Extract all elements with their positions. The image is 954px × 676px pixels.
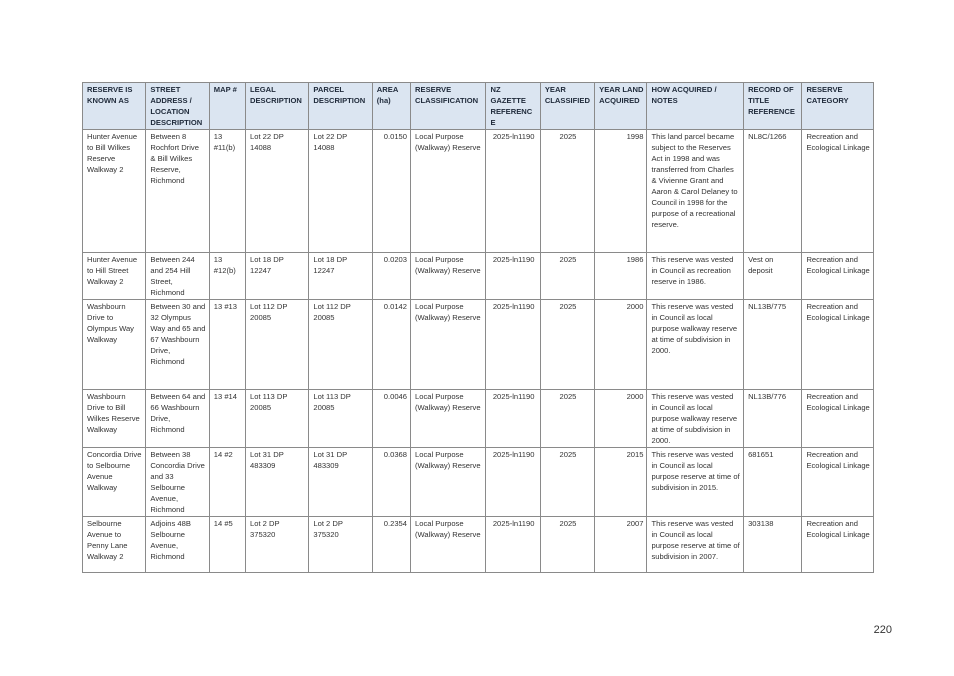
header-reserve-name: RESERVE IS KNOWN AS	[83, 83, 146, 130]
cell-reserve-name: Hunter Avenue to Hill Street Walkway 2	[83, 253, 146, 300]
table-header-row	[83, 83, 874, 130]
table-row	[83, 253, 874, 300]
cell-title-reference: NL13B/775	[744, 300, 802, 390]
cell-map: 13 #13	[209, 300, 245, 390]
cell-street-address: Between 38 Concordia Drive and 33 Selbourne Avenue, Richmond	[146, 448, 209, 517]
table-row	[83, 448, 874, 517]
cell-street-address: Between 8 Rochfort Drive & Bill Wilkes Reserve, Richmond	[146, 130, 209, 253]
header-reserve-classification: RESERVE CLASSIFICATION	[411, 83, 486, 130]
cell-street-address: Between 30 and 32 Olympus Way and 65 and 67 Washbourn Drive, Richmond	[146, 300, 209, 390]
cell-reserve-name: Washbourn Drive to Bill Wilkes Reserve Walkway	[83, 390, 146, 448]
cell-street-address: Between 64 and 66 Washbourn Drive, Richmond	[146, 390, 209, 448]
header-street-address: STREET ADDRESS / LOCATION DESCRIPTION	[146, 83, 209, 130]
cell-legal-description: Lot 22 DP 14088	[246, 130, 309, 253]
cell-classification: Local Purpose (Walkway) Reserve	[411, 253, 486, 300]
cell-area: 0.0046	[372, 390, 410, 448]
cell-map: 13 #14	[209, 390, 245, 448]
header-gazette-reference: NZ GAZETTE REFERENCE	[486, 83, 540, 130]
cell-reserve-category: Recreation and Ecological Linkage	[802, 517, 874, 573]
table-row	[83, 130, 874, 253]
cell-parcel-description: Lot 113 DP 20085	[309, 390, 372, 448]
cell-map: 13 #12(b)	[209, 253, 245, 300]
cell-map: 13 #11(b)	[209, 130, 245, 253]
header-reserve-category: RESERVE CATEGORY	[802, 83, 874, 130]
cell-year-acquired: 2000	[595, 300, 647, 390]
cell-title-reference: Vest on deposit	[744, 253, 802, 300]
cell-reserve-category: Recreation and Ecological Linkage	[802, 390, 874, 448]
cell-title-reference: 303138	[744, 517, 802, 573]
cell-year-classified: 2025	[540, 253, 594, 300]
cell-reserve-name: Concordia Drive to Selbourne Avenue Walkway	[83, 448, 146, 517]
cell-year-acquired: 2015	[595, 448, 647, 517]
cell-legal-description: Lot 31 DP 483309	[246, 448, 309, 517]
cell-gazette-reference: 2025-ln1190	[486, 253, 540, 300]
table-row	[83, 517, 874, 573]
cell-classification: Local Purpose (Walkway) Reserve	[411, 517, 486, 573]
cell-legal-description: Lot 18 DP 12247	[246, 253, 309, 300]
cell-parcel-description: Lot 31 DP 483309	[309, 448, 372, 517]
header-map: MAP #	[209, 83, 245, 130]
cell-gazette-reference: 2025-ln1190	[486, 390, 540, 448]
cell-map: 14 #5	[209, 517, 245, 573]
cell-title-reference: NL8C/1266	[744, 130, 802, 253]
header-how-acquired: HOW ACQUIRED / NOTES	[647, 83, 744, 130]
cell-street-address: Adjoins 48B Selbourne Avenue, Richmond	[146, 517, 209, 573]
cell-reserve-name: Hunter Avenue to Bill Wilkes Reserve Walkway 2	[83, 130, 146, 253]
cell-reserve-category: Recreation and Ecological Linkage	[802, 253, 874, 300]
cell-gazette-reference: 2025-ln1190	[486, 517, 540, 573]
cell-area: 0.0203	[372, 253, 410, 300]
cell-year-acquired: 1986	[595, 253, 647, 300]
cell-parcel-description: Lot 18 DP 12247	[309, 253, 372, 300]
cell-classification: Local Purpose (Walkway) Reserve	[411, 390, 486, 448]
cell-reserve-category: Recreation and Ecological Linkage	[802, 300, 874, 390]
cell-title-reference: 681651	[744, 448, 802, 517]
cell-area: 0.0150	[372, 130, 410, 253]
cell-legal-description: Lot 112 DP 20085	[246, 300, 309, 390]
cell-gazette-reference: 2025-ln1190	[486, 448, 540, 517]
cell-area: 0.0368	[372, 448, 410, 517]
cell-street-address: Between 244 and 254 Hill Street, Richmond	[146, 253, 209, 300]
cell-legal-description: Lot 113 DP 20085	[246, 390, 309, 448]
cell-classification: Local Purpose (Walkway) Reserve	[411, 130, 486, 253]
header-title-reference: RECORD OF TITLE REFERENCE	[744, 83, 802, 130]
cell-year-classified: 2025	[540, 448, 594, 517]
header-year-acquired: YEAR LAND ACQUIRED	[595, 83, 647, 130]
cell-title-reference: NL13B/776	[744, 390, 802, 448]
cell-year-acquired: 1998	[595, 130, 647, 253]
cell-notes: This reserve was vested in Council as local purpose walkway reserve at time of subdivision in 2000.	[647, 390, 744, 448]
header-area: AREA (ha)	[372, 83, 410, 130]
cell-year-acquired: 2000	[595, 390, 647, 448]
header-year-classified: YEAR CLASSIFIED	[540, 83, 594, 130]
cell-reserve-name: Selbourne Avenue to Penny Lane Walkway 2	[83, 517, 146, 573]
cell-gazette-reference: 2025-ln1190	[486, 130, 540, 253]
cell-notes: This reserve was vested in Council as local purpose walkway reserve at time of subdivision in 2000.	[647, 300, 744, 390]
cell-map: 14 #2	[209, 448, 245, 517]
cell-notes: This reserve was vested in Council as local purpose reserve at time of subdivision in 2007.	[647, 517, 744, 573]
reserves-table	[82, 82, 874, 573]
cell-parcel-description: Lot 22 DP 14088	[309, 130, 372, 253]
cell-year-classified: 2025	[540, 517, 594, 573]
cell-classification: Local Purpose (Walkway) Reserve	[411, 448, 486, 517]
cell-gazette-reference: 2025-ln1190	[486, 300, 540, 390]
cell-notes: This land parcel became subject to the Reserves Act in 1998 and was transferred from Charles & Vivienne Grant and Aaron & Carol Delaney to Council in 1998 for the purpose of a recreational reserve.	[647, 130, 744, 253]
cell-area: 0.0142	[372, 300, 410, 390]
cell-reserve-name: Washbourn Drive to Olympus Way Walkway	[83, 300, 146, 390]
cell-legal-description: Lot 2 DP 375320	[246, 517, 309, 573]
cell-notes: This reserve was vested in Council as local purpose reserve at time of subdivision in 2015.	[647, 448, 744, 517]
cell-year-classified: 2025	[540, 390, 594, 448]
cell-parcel-description: Lot 112 DP 20085	[309, 300, 372, 390]
header-legal-description: LEGAL DESCRIPTION	[246, 83, 309, 130]
cell-area: 0.2354	[372, 517, 410, 573]
cell-reserve-category: Recreation and Ecological Linkage	[802, 130, 874, 253]
cell-year-acquired: 2007	[595, 517, 647, 573]
cell-parcel-description: Lot 2 DP 375320	[309, 517, 372, 573]
cell-classification: Local Purpose (Walkway) Reserve	[411, 300, 486, 390]
cell-reserve-category: Recreation and Ecological Linkage	[802, 448, 874, 517]
table-row	[83, 390, 874, 448]
cell-notes: This reserve was vested in Council as recreation reserve in 1986.	[647, 253, 744, 300]
header-parcel-description: PARCEL DESCRIPTION	[309, 83, 372, 130]
page-number: 220	[873, 624, 892, 636]
cell-year-classified: 2025	[540, 300, 594, 390]
cell-year-classified: 2025	[540, 130, 594, 253]
table-row	[83, 300, 874, 390]
